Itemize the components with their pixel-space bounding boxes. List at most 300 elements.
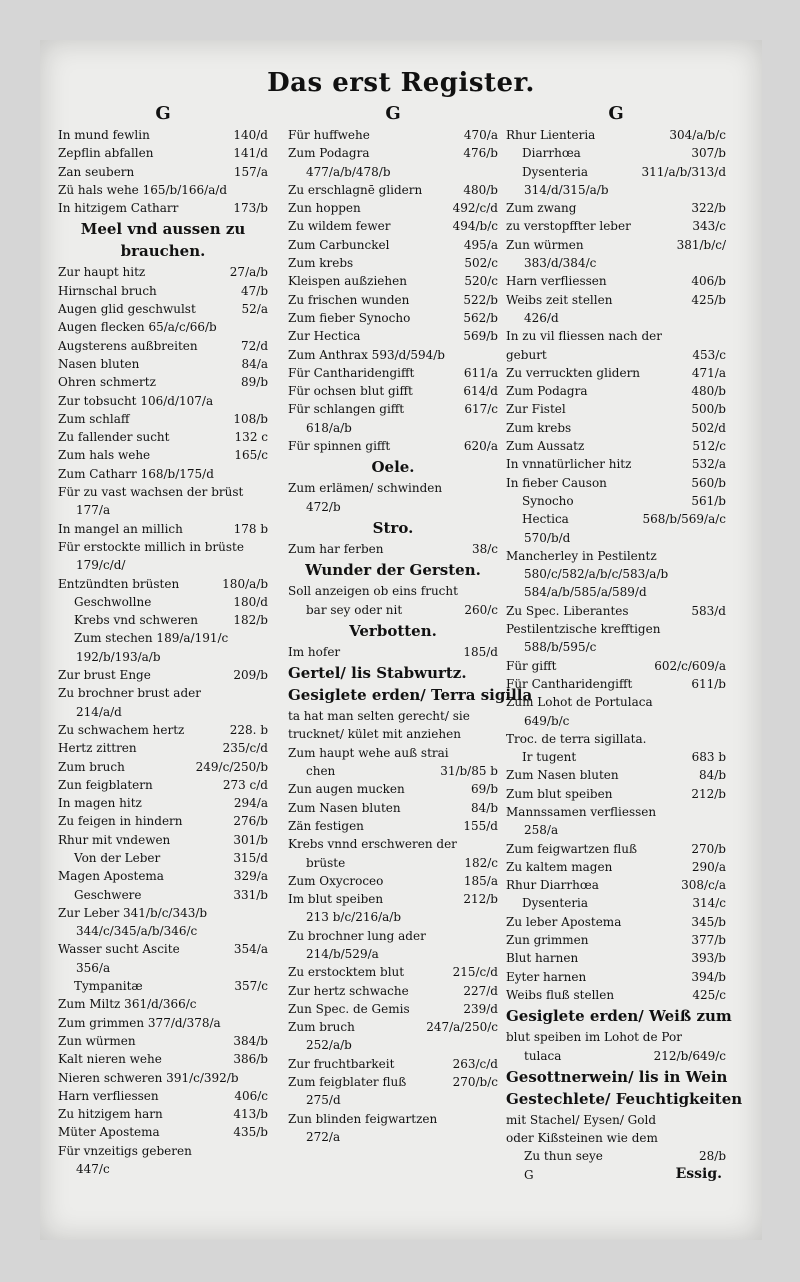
index-entry [288, 254, 498, 272]
entry-term: In vnnatürlicher hitz [506, 457, 632, 472]
entry-term: 584/a/b/585/a/589/d [524, 585, 647, 600]
index-entry [506, 968, 726, 986]
index-entry [58, 556, 268, 574]
entry-page-ref: 520/c [464, 274, 498, 289]
entry-term: Zun Spec. de Gemis [288, 1001, 410, 1016]
entry-term: Zum Oxycroceo [288, 873, 384, 888]
entry-term: Zur fruchtbarkeit [288, 1056, 395, 1071]
index-entry [58, 867, 268, 885]
index-entry [58, 904, 268, 922]
index-entry [288, 291, 498, 309]
entry-page-ref: 377/b [691, 933, 726, 948]
entry-page-ref: 69/b [471, 782, 498, 797]
entry-page-ref: 406/b [691, 274, 726, 289]
index-entry [288, 945, 498, 963]
entry-term: Zun grimmen [506, 933, 589, 948]
entry-term: Zu verruckten glidern [506, 365, 641, 380]
index-entry [288, 963, 498, 981]
entry-page-ref: 561/b [691, 493, 726, 508]
entry-term: In mangel an millich [58, 521, 183, 536]
entry-page-ref: 157/a [233, 164, 268, 179]
entry-term: Zun würmen [506, 237, 584, 252]
entry-page-ref: 512/c [692, 439, 726, 454]
entry-term: Zum zwang [506, 201, 577, 216]
index-entry [288, 643, 498, 661]
index-entry [506, 236, 726, 254]
entry-page-ref: 263/c/d [452, 1056, 498, 1071]
entry-term: Zun augen mucken [288, 782, 405, 797]
index-entry [506, 181, 726, 199]
entry-page-ref: 683 b [691, 750, 726, 765]
entry-page-ref: 276/b [233, 814, 268, 829]
index-entry [506, 400, 726, 418]
entry-term: Zum feigwartzen fluß [506, 841, 638, 856]
entry-term: brüste [306, 855, 346, 870]
index-entry [288, 540, 498, 558]
entry-term: Zu brochner lung ader [288, 928, 426, 943]
entry-term: zu verstopffter leber [506, 219, 631, 234]
entry-page-ref: 182/b [233, 613, 268, 628]
entry-term: Krebs vnnd erschweren der [288, 837, 457, 852]
column-entries [58, 126, 268, 1178]
entry-page-ref: 212/b [463, 892, 498, 907]
entry-term: 588/b/595/c [524, 640, 597, 655]
entry-term: Soll anzeigen ob eins frucht [288, 584, 458, 599]
index-entry [506, 272, 726, 290]
index-entry [288, 144, 498, 162]
entry-page-ref: 38/c [471, 541, 498, 556]
entry-term: Zu fallender sucht [58, 430, 170, 445]
entry-term: 177/a [76, 503, 111, 518]
entry-term: 618/a/b [306, 420, 352, 435]
entry-page-ref: 185/d [463, 644, 498, 659]
index-entry [58, 282, 268, 300]
entry-term: Zum har ferben [288, 541, 384, 556]
entry-term: 472/b [306, 499, 341, 514]
entry-term: Für schlangen gifft [288, 402, 405, 417]
entry-term: Tympanitæ [74, 979, 143, 994]
entry-page-ref: 611/b [691, 676, 726, 691]
index-entry [506, 474, 726, 492]
entry-term: trucknet/ kület mit anziehen [288, 727, 461, 742]
entry-page-ref: 31/b/85 b [440, 764, 498, 779]
entry-page-ref: 294/a [233, 796, 268, 811]
index-entry [58, 849, 268, 867]
index-entry [506, 419, 726, 437]
entry-page-ref: 84/b [471, 800, 498, 815]
entry-term: Zum Podagra [506, 384, 588, 399]
index-entry [58, 776, 268, 794]
entry-page-ref: 345/b [691, 914, 726, 929]
entry-page-ref: 425/b [691, 292, 726, 307]
entry-page-ref: 180/a/b [222, 576, 268, 591]
index-entry [506, 346, 726, 364]
entry-page-ref: 453/c [692, 347, 726, 362]
entry-term: Zu thun seye [524, 1149, 603, 1164]
entry-term: Zun feigblatern [58, 777, 153, 792]
index-entry [288, 1055, 498, 1073]
entry-term: Zur haupt hitz [58, 265, 146, 280]
index-entry [288, 872, 498, 890]
entry-page-ref: 227/d [463, 983, 498, 998]
index-entry [506, 693, 726, 711]
entry-term: Zur tobsucht 106/d/107/a [58, 393, 214, 408]
index-entry [288, 364, 498, 382]
index-entry [58, 1142, 268, 1160]
entry-term: Zum Podagra [288, 146, 370, 161]
index-entry [58, 318, 268, 336]
entry-term: Zur Hectica [288, 329, 361, 344]
entry-term: Ohren schmertz [58, 375, 156, 390]
index-entry [506, 657, 726, 675]
index-entry [506, 821, 726, 839]
entry-page-ref: 471/a [691, 365, 726, 380]
index-entry [288, 272, 498, 290]
entry-term: In magen hitz [58, 796, 142, 811]
index-entry [506, 602, 726, 620]
entry-term: Für erstockte millich in brüste [58, 539, 244, 554]
entry-term: 344/c/345/a/b/346/c [76, 924, 198, 939]
entry-term: Für ochsen blut gifft [288, 384, 413, 399]
entry-term: oder Kißsteinen wie dem [506, 1131, 658, 1146]
index-entry [58, 1105, 268, 1123]
entry-term: Zu wildem fewer [288, 219, 391, 234]
entry-term: Krebs vnd schweren [74, 613, 199, 628]
entry-term: Harn verfliessen [506, 274, 607, 289]
entry-term: Zum grimmen 377/d/378/a [58, 1015, 221, 1030]
index-entry [506, 949, 726, 967]
index-entry [506, 894, 726, 912]
entry-page-ref: 270/b/c [452, 1075, 498, 1090]
entry-term: Pestilentzische krefftigen [506, 622, 661, 637]
entry-term: mit Stachel/ Eysen/ Gold [506, 1112, 657, 1127]
section-heading: Gesottnerwein/ lis in Wein [506, 1067, 728, 1086]
index-entry [288, 382, 498, 400]
index-entry [506, 291, 726, 309]
index-entry [58, 922, 268, 940]
entry-term: Hirnschal bruch [58, 283, 157, 298]
index-entry [288, 890, 498, 908]
index-entry [288, 217, 498, 235]
index-entry [506, 529, 726, 547]
entry-term: Zu frischen wunden [288, 292, 410, 307]
entry-term: Für gifft [506, 658, 557, 673]
entry-term: Zum erlämen/ schwinden [288, 481, 443, 496]
entry-term: Zu hitzigem harn [58, 1107, 163, 1122]
entry-term: Zum Nasen bluten [506, 768, 619, 783]
column-letter: G [608, 103, 624, 124]
entry-term: Hectica [522, 512, 569, 527]
entry-term: Blut harnen [506, 951, 579, 966]
entry-term: Eyter harnen [506, 969, 587, 984]
entry-term: Harn verfliessen [58, 1088, 159, 1103]
entry-term: Im blut speiben [288, 892, 384, 907]
entry-term: Zum bruch [58, 759, 125, 774]
entry-term: Zur Leber 341/b/c/343/b [58, 905, 208, 920]
entry-term: 649/b/c [524, 713, 570, 728]
entry-term: 447/c [76, 1162, 110, 1177]
index-entry [58, 575, 268, 593]
column-letter: G [385, 103, 401, 124]
entry-term: Zu schwachem hertz [58, 722, 185, 737]
entry-page-ref: 502/c [464, 256, 498, 271]
entry-page-ref: 28/b [699, 1149, 726, 1164]
index-entry [506, 1111, 726, 1129]
entry-page-ref: 617/c [464, 402, 498, 417]
entry-page-ref: 470/a [463, 128, 498, 142]
entry-page-ref: 155/d [463, 818, 498, 833]
entry-term: Für vnzeitigs geberen [58, 1143, 192, 1158]
entry-page-ref: 47/b [241, 283, 268, 298]
entry-term: Zum bruch [288, 1020, 355, 1035]
index-entry [288, 817, 498, 835]
index-entry [288, 498, 498, 516]
entry-page-ref: 611/a [463, 365, 498, 380]
entry-page-ref: 301/b [233, 832, 268, 847]
entry-page-ref: 413/b [233, 1107, 268, 1122]
entry-page-ref: 620/a [463, 439, 498, 454]
entry-page-ref: 492/c/d [452, 201, 498, 216]
entry-term: Kalt nieren wehe [58, 1052, 162, 1067]
entry-term: Zu erschlagnē glidern [288, 182, 423, 197]
entry-term: 258/a [524, 823, 559, 838]
index-entry [58, 831, 268, 849]
index-entry [506, 1147, 726, 1165]
entry-page-ref: 480/b [691, 384, 726, 399]
index-entry [506, 766, 726, 784]
entry-term: Zu leber Apostema [506, 914, 622, 929]
entry-term: Zum Miltz 361/d/366/c [58, 997, 197, 1012]
entry-term: 252/a/b [306, 1038, 352, 1053]
entry-term: Zun blinden feigwartzen [288, 1111, 438, 1126]
section-heading: Oele. [371, 458, 415, 477]
entry-page-ref: 247/a/250/c [426, 1020, 498, 1035]
entry-page-ref: 381/b/c/ [676, 237, 726, 252]
index-entry [288, 854, 498, 872]
entry-page-ref: 522/b [463, 292, 498, 307]
entry-page-ref: 562/b [463, 310, 498, 325]
index-entry [288, 1036, 498, 1054]
index-entry [288, 309, 498, 327]
index-entry [58, 501, 268, 519]
entry-term: Für spinnen gifft [288, 439, 391, 454]
entry-term: In fieber Causon [506, 475, 607, 490]
entry-term: Zum Carbunckel [288, 237, 390, 252]
entry-term: 314/d/315/a/b [524, 182, 609, 197]
entry-page-ref: 173/b [233, 201, 268, 216]
index-entry [506, 1047, 726, 1065]
column-entries [506, 126, 743, 1184]
entry-page-ref: 178 b [233, 521, 268, 536]
entry-term: Rhur Lienteria [506, 128, 596, 142]
index-entry [58, 428, 268, 446]
entry-term: Augen flecken 65/a/c/66/b [58, 320, 217, 335]
entry-page-ref: 394/b [691, 969, 726, 984]
entry-term: 356/a [76, 960, 111, 975]
entry-term: Zän festigen [288, 818, 364, 833]
entry-page-ref: 502/d [691, 420, 726, 435]
index-entry [506, 785, 726, 803]
entry-term: 383/d/384/c [524, 256, 597, 271]
entry-term: In hitzigem Catharr [58, 201, 179, 216]
entry-term: Weibs fluß stellen [506, 987, 615, 1002]
index-entry [58, 593, 268, 611]
index-entry [288, 927, 498, 945]
index-entry [506, 437, 726, 455]
section-heading: brauchen. [120, 242, 206, 261]
entry-page-ref: 343/c [692, 219, 726, 234]
index-entry [58, 721, 268, 739]
entry-term: Magen Apostema [58, 869, 164, 884]
entry-term: Geschwollne [74, 594, 152, 609]
index-entry [58, 611, 268, 629]
index-entry [58, 163, 268, 181]
entry-term: Für Cantharidengifft [288, 365, 415, 380]
index-entry [58, 373, 268, 391]
entry-page-ref: 27/a/b [229, 265, 268, 280]
section-heading: Stro. [372, 518, 414, 537]
catchword: Essig. [675, 1166, 722, 1182]
index-entry [288, 908, 498, 926]
entry-term: Zum krebs [288, 256, 354, 271]
entry-term: Zur brust Enge [58, 668, 151, 683]
entry-page-ref: 307/b [691, 146, 726, 161]
entry-page-ref: 315/d [233, 850, 268, 865]
index-entry [58, 703, 268, 721]
index-entry [288, 126, 498, 144]
index-entry [58, 629, 268, 647]
entry-term: Dysenteria [522, 164, 589, 179]
entry-term: Zan seubern [58, 164, 135, 179]
entry-page-ref: 386/b [233, 1052, 268, 1067]
index-entry [58, 300, 268, 318]
index-entry [506, 1028, 726, 1046]
index-entry [58, 1160, 268, 1178]
index-entry [58, 666, 268, 684]
entry-page-ref: 560/b [691, 475, 726, 490]
entry-term: Zum fieber Synocho [288, 310, 411, 325]
entry-page-ref: 108/b [233, 411, 268, 426]
index-entry [58, 126, 268, 144]
entry-page-ref: 52/a [241, 302, 268, 317]
index-entry [58, 538, 268, 556]
entry-term: Für zu vast wachsen der brüst [58, 485, 244, 500]
index-entry [288, 799, 498, 817]
index-entry [58, 812, 268, 830]
index-entry [506, 675, 726, 693]
index-entry [506, 254, 726, 272]
entry-page-ref: 602/c/609/a [654, 658, 726, 673]
entry-term: Für huffwehe [288, 128, 370, 142]
index-entry [58, 199, 268, 217]
entry-page-ref: 273 c/d [222, 777, 268, 792]
entry-page-ref: 569/b [463, 329, 498, 344]
entry-term: Wasser sucht Ascite [58, 942, 180, 957]
index-entry [58, 392, 268, 410]
entry-term: Zum Catharr 168/b/175/d [58, 466, 214, 481]
index-entry [506, 620, 726, 638]
index-entry [506, 876, 726, 894]
entry-page-ref: 141/d [233, 146, 268, 161]
entry-term: Zum blut speiben [506, 786, 613, 801]
index-entry [506, 382, 726, 400]
entry-page-ref: 132 c [234, 430, 268, 445]
index-entry [506, 986, 726, 1004]
index-entry [506, 144, 726, 162]
register-column-1 [58, 102, 268, 1178]
index-entry [506, 803, 726, 821]
index-entry [288, 1018, 498, 1036]
entry-page-ref: 500/b [691, 402, 726, 417]
entry-term: Diarrhœa [522, 146, 581, 161]
section-heading: Gestechlete/ Feuchtigkeiten [506, 1089, 743, 1108]
index-entry [506, 163, 726, 181]
entry-term: 426/d [524, 310, 559, 325]
index-entry [288, 835, 498, 853]
entry-term: 580/c/582/a/b/c/583/a/b [524, 567, 669, 582]
entry-page-ref: 182/c [464, 855, 498, 870]
index-entry [58, 886, 268, 904]
entry-term: 275/d [306, 1093, 341, 1108]
entry-term: Zü hals wehe 165/b/166/a/d [58, 182, 228, 197]
entry-term: Rhur Diarrhœa [506, 878, 599, 893]
entry-term: ta hat man selten gerecht/ sie [288, 709, 470, 724]
entry-term: Mannssamen verfliessen [506, 804, 657, 819]
index-entry [288, 1073, 498, 1091]
index-entry [58, 520, 268, 538]
entry-page-ref: 72/d [241, 338, 268, 353]
index-entry [506, 858, 726, 876]
index-entry [288, 762, 498, 780]
entry-term: Im hofer [288, 644, 341, 659]
entry-term: Zum feigblater fluß [288, 1075, 407, 1090]
column-letter: G [155, 103, 171, 124]
entry-term: 272/a [306, 1129, 341, 1144]
index-entry [288, 400, 498, 418]
entry-term: Geschwere [74, 887, 142, 902]
index-entry [288, 346, 498, 364]
index-entry [58, 940, 268, 958]
index-entry [506, 565, 726, 583]
entry-page-ref: 235/c/d [222, 741, 268, 756]
index-entry [58, 739, 268, 757]
entry-term: Zur hertz schwache [288, 983, 409, 998]
entry-page-ref: 212/b/649/c [653, 1048, 726, 1063]
entry-page-ref: 209/b [233, 668, 268, 683]
register-page [40, 40, 762, 1240]
entry-page-ref: 180/d [233, 594, 268, 609]
index-entry [506, 748, 726, 766]
index-entry [58, 1032, 268, 1050]
entry-term: 213 b/c/216/a/b [306, 910, 402, 925]
index-entry [506, 931, 726, 949]
section-heading: Gesiglete erden/ Weiß zum [506, 1007, 732, 1026]
entry-term: Dysenteria [522, 896, 589, 911]
entry-term: Zum Anthrax 593/d/594/b [288, 347, 445, 362]
entry-page-ref: 140/d [233, 128, 268, 142]
entry-term: Entzündten brüsten [58, 576, 180, 591]
entry-term: Zur Fistel [506, 402, 566, 417]
entry-page-ref: 583/d [691, 603, 726, 618]
index-entry [58, 181, 268, 199]
index-entry [58, 337, 268, 355]
index-entry [506, 638, 726, 656]
entry-term: 179/c/d/ [76, 558, 126, 573]
entry-term: Troc. de terra sigillata. [506, 731, 647, 746]
entry-term: Zum krebs [506, 420, 572, 435]
index-entry [288, 1000, 498, 1018]
section-heading: Wunder der Gersten. [305, 561, 481, 580]
